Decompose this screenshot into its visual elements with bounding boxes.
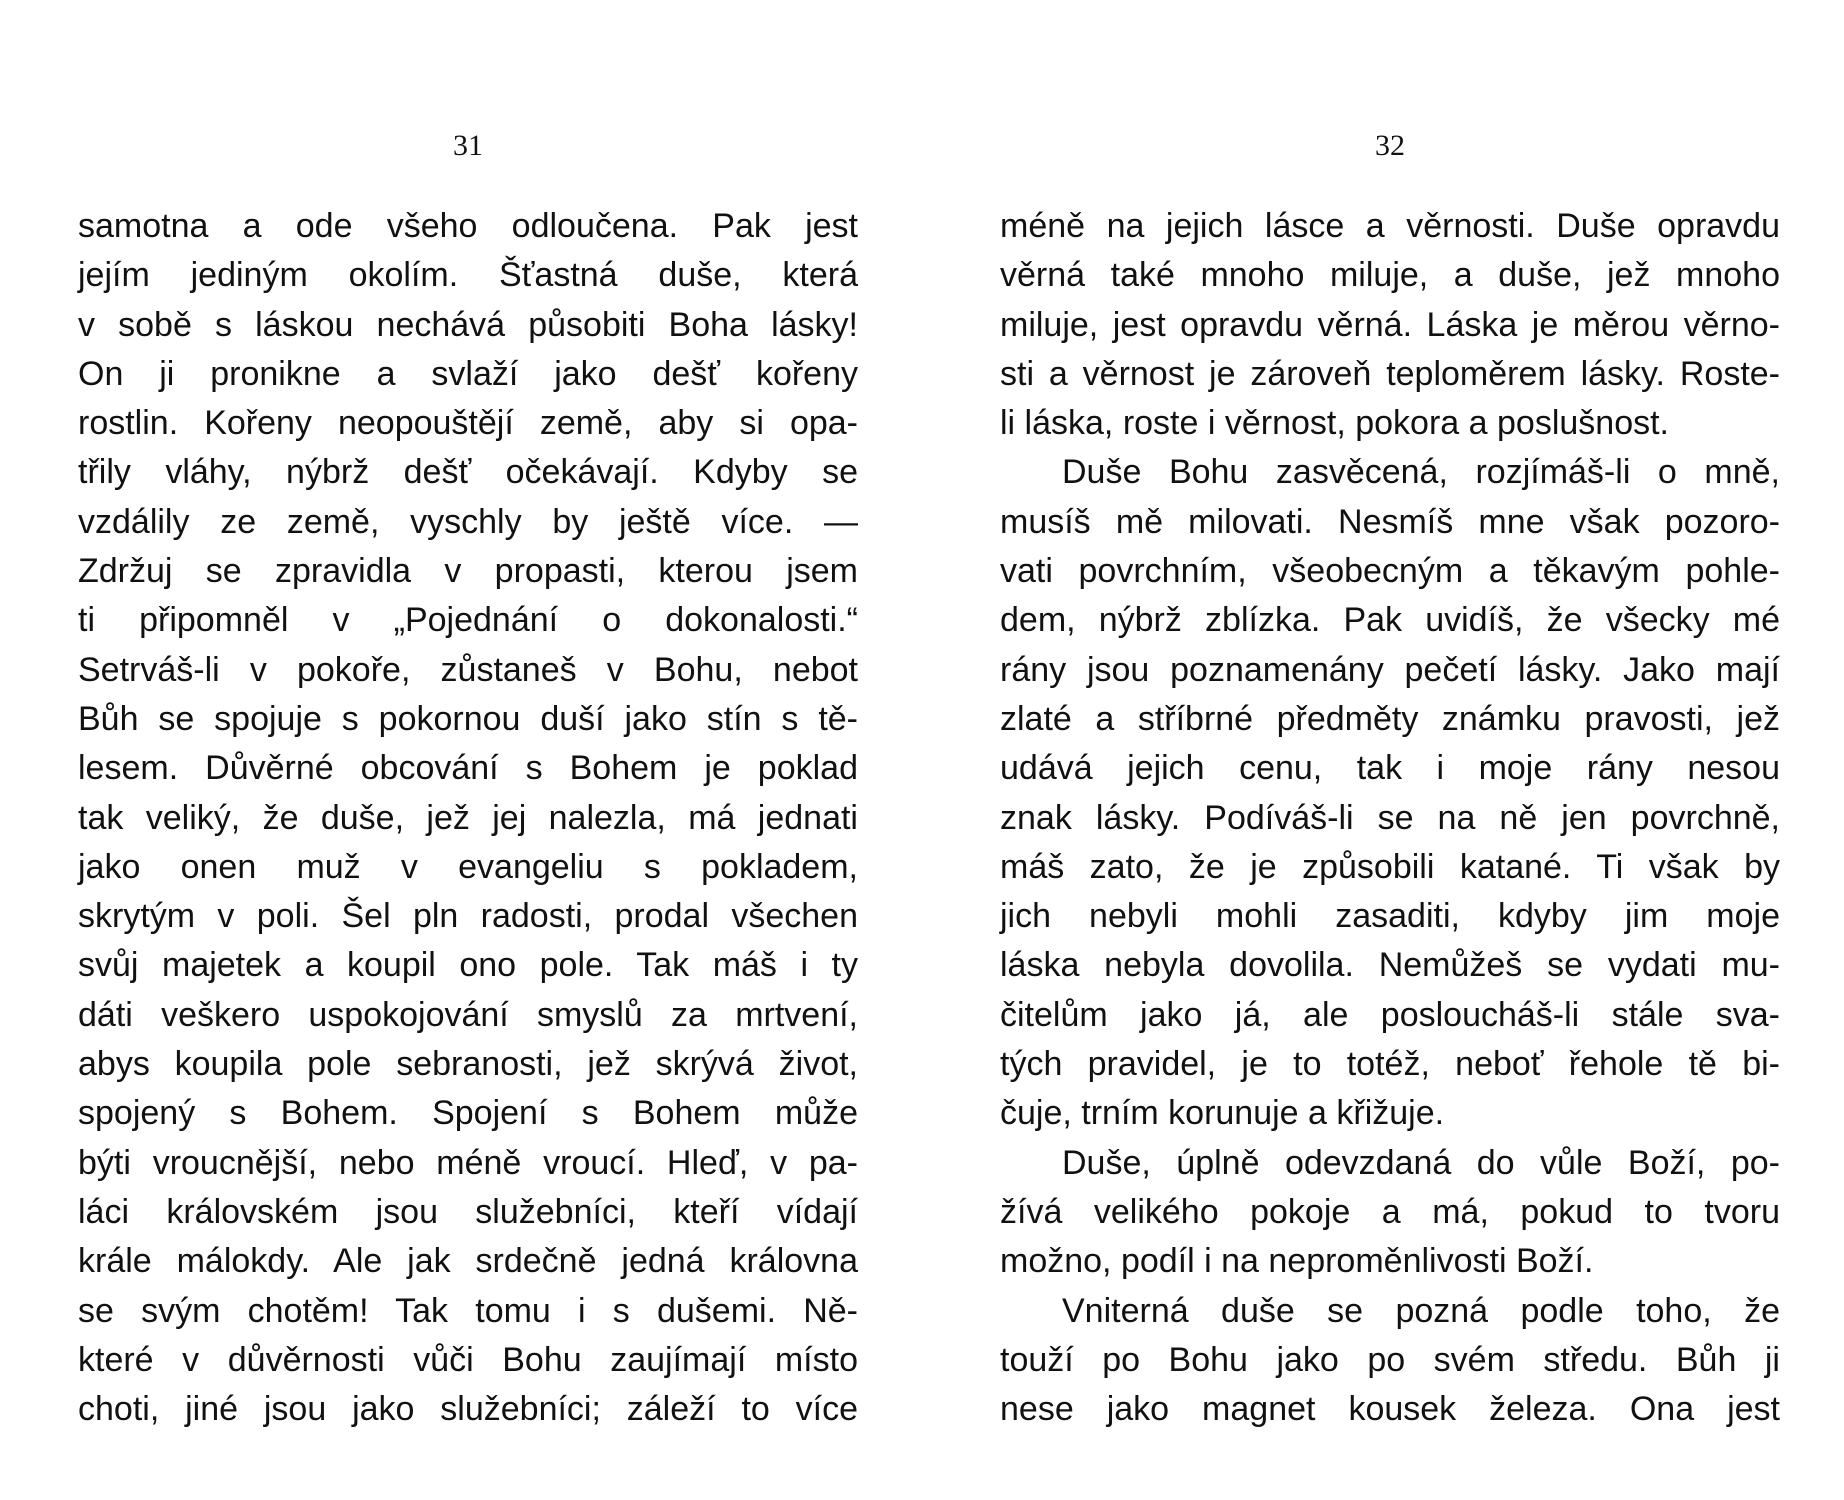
text-line: jejím jediným okolím. Šťastná duše, která — [78, 256, 858, 295]
text-line: skrytým v poli. Šel pln radosti, prodal všechen — [78, 897, 858, 936]
text-line: Duše, úplně odevzdaná do vůle Boží, po- — [1062, 1143, 1780, 1182]
text-line: třily vláhy, nýbrž dešť očekávají. Kdyby se — [78, 453, 858, 492]
text-line: vati povrchním, všeobecným a těkavým pohle- — [1000, 552, 1780, 591]
page-number: 32 — [1375, 129, 1405, 162]
text-line: ti připomněl v „Pojednání o dokonalosti.“ — [78, 601, 858, 640]
text-line: udává jejich cenu, tak i moje rány nesou — [1000, 749, 1780, 788]
text-line: lesem. Důvěrné obcování s Bohem je poklad — [78, 749, 858, 788]
text-line: možno, podíl i na neproměnlivosti Boží. — [1000, 1242, 1594, 1281]
text-line: samotna a ode všeho odloučena. Pak jest — [78, 207, 858, 245]
page-number: 31 — [453, 129, 483, 162]
text-line: které v důvěrnosti vůči Bohu zaujímají místo — [78, 1340, 858, 1379]
text-line: méně na jejich lásce a věrnosti. Duše opravdu — [1000, 207, 1780, 245]
text-line: Zdržuj se zpravidla v propasti, kterou jsem — [78, 552, 858, 591]
text-line: čitelům jako já, ale posloucháš-li stále sva- — [1000, 995, 1780, 1034]
text-line: jako onen muž v evangeliu s pokladem, — [78, 847, 858, 886]
text-line: zlaté a stříbrné předměty známku pravosti, jež — [1000, 699, 1780, 738]
text-line: spojený s Bohem. Spojení s Bohem může — [78, 1094, 858, 1133]
text-line: láska nebyla dovolila. Nemůžeš se vydati mu- — [1000, 946, 1780, 985]
text-line: Setrváš-li v pokoře, zůstaneš v Bohu, nebot — [78, 650, 858, 689]
text-line: li láska, roste i věrnost, pokora a poslušnost. — [1000, 404, 1669, 443]
text-line: vzdálily ze země, vyschly by ještě více. — — [78, 502, 858, 541]
text-line: Duše Bohu zasvěcená, rozjímáš-li o mně, — [1062, 453, 1780, 492]
left-page — [78, 0, 858, 1500]
text-line: tak veliký, že duše, jež jej nalezla, má jednati — [78, 798, 858, 837]
text-line: abys koupila pole sebranosti, jež skrývá život, — [78, 1045, 858, 1084]
text-line: Bůh se spojuje s pokornou duší jako stín s tě- — [78, 699, 858, 738]
text-line: musíš mě milovati. Nesmíš mne však pozoro- — [1000, 502, 1780, 541]
text-line: se svým chotěm! Tak tomu i s dušemi. Ně- — [78, 1291, 858, 1330]
text-line: máš zato, že je způsobili katané. Ti však by — [1000, 847, 1780, 886]
text-line: On ji pronikne a svlaží jako dešť kořeny — [78, 354, 858, 393]
text-line: dem, nýbrž zblízka. Pak uvidíš, že všecky mé — [1000, 601, 1780, 640]
text-line: tých pravidel, je to totéž, neboť řehole tě bi- — [1000, 1045, 1780, 1084]
text-line: choti, jiné jsou jako služebníci; záleží to více — [78, 1390, 858, 1429]
text-line: Vniterná duše se pozná podle toho, že — [1062, 1291, 1780, 1330]
text-line: býti vroucnější, nebo méně vroucí. Hleď, v pa- — [78, 1143, 858, 1182]
text-line: láci královském jsou služebníci, kteří vídají — [78, 1192, 858, 1231]
text-line: věrná také mnoho miluje, a duše, jež mnoho — [1000, 256, 1780, 295]
text-line: dáti veškero uspokojování smyslů za mrtvení, — [78, 995, 858, 1034]
text-line: rostlin. Kořeny neopouštějí země, aby si opa- — [78, 404, 858, 443]
body-text — [78, 202, 858, 1434]
text-line: rány jsou poznamenány pečetí lásky. Jako mají — [1000, 650, 1780, 689]
text-line: krále málokdy. Ale jak srdečně jedná královna — [78, 1242, 858, 1281]
text-line: žívá velikého pokoje a má, pokud to tvoru — [1000, 1192, 1780, 1231]
text-line: znak lásky. Podíváš-li se na ně jen povrchně, — [1000, 798, 1780, 837]
text-line: v sobě s láskou nechává působiti Boha lásky! — [78, 305, 858, 344]
right-page — [1000, 0, 1780, 1500]
text-line: svůj majetek a koupil ono pole. Tak máš i ty — [78, 946, 858, 985]
text-line: nese jako magnet kousek železa. Ona jest — [1000, 1390, 1780, 1429]
body-text — [1000, 202, 1780, 1434]
text-line: miluje, jest opravdu věrná. Láska je měrou věrno- — [1000, 305, 1780, 344]
text-line: čuje, trním korunuje a křižuje. — [1000, 1094, 1445, 1133]
text-line: touží po Bohu jako po svém středu. Bůh ji — [1000, 1340, 1780, 1379]
text-line: sti a věrnost je zároveň teploměrem lásky. Roste- — [1000, 354, 1780, 393]
text-line: jich nebyli mohli zasaditi, kdyby jim moje — [1000, 897, 1780, 936]
